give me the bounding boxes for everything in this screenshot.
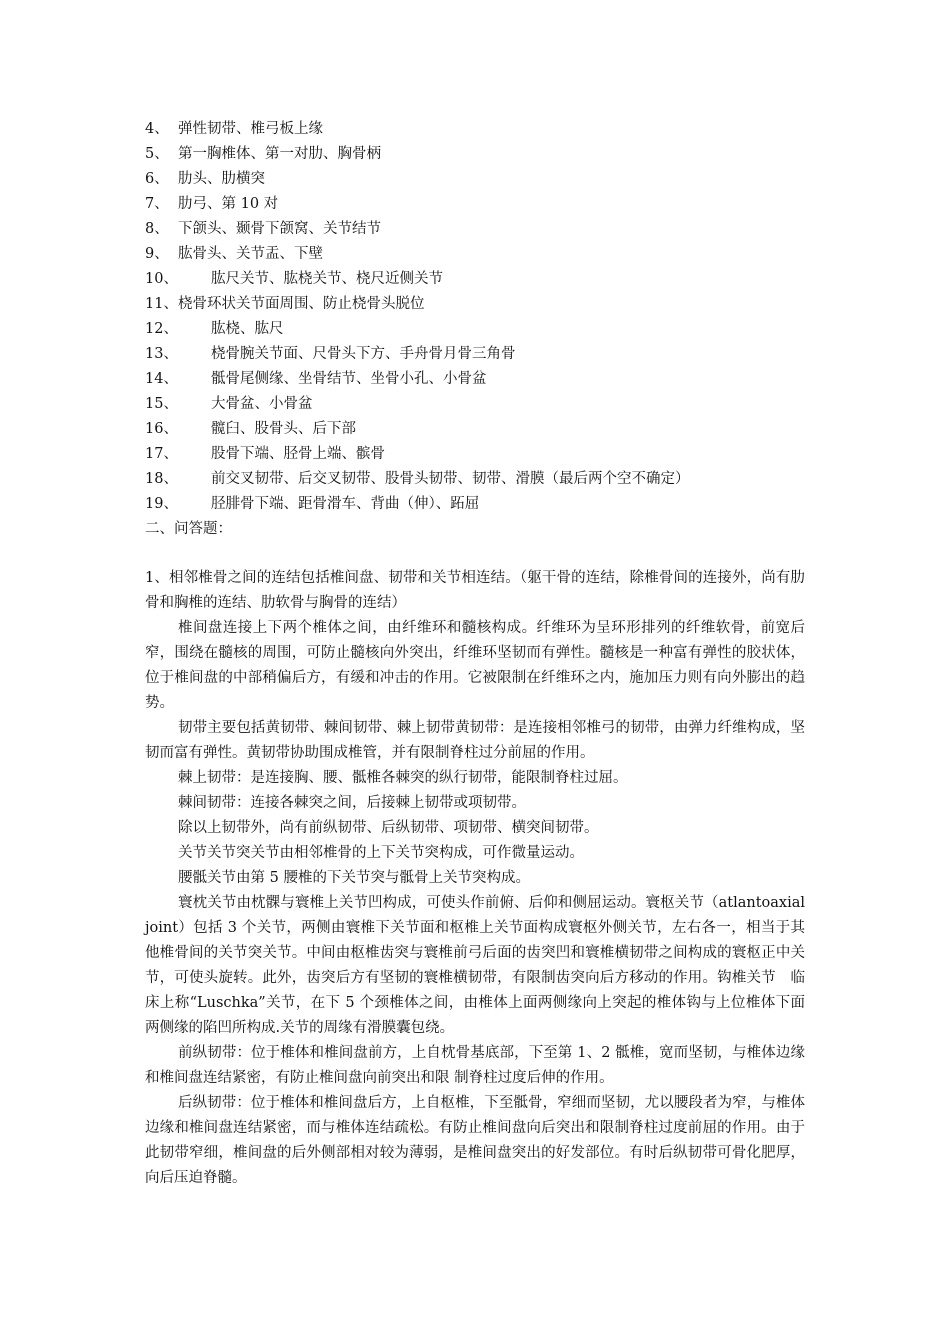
answer-number: 9、 — [145, 246, 169, 262]
answer-text: 骶骨尾侧缘、坐骨结节、坐骨小孔、小骨盆 — [211, 371, 487, 387]
paragraph: 棘上韧带：是连接胸、腰、骶椎各棘突的纵行韧带，能限制脊柱过屈。 — [178, 770, 628, 786]
answer-text: 肱尺关节、肱桡关节、桡尺近侧关节 — [211, 271, 443, 287]
qa-body — [145, 566, 805, 1191]
section-heading: 二、问答题： — [145, 521, 232, 537]
answer-text: 股骨下端、胫骨上端、髌骨 — [211, 446, 385, 462]
answer-number: 18、 — [145, 471, 178, 487]
answer-text: 大骨盆、小骨盆 — [211, 396, 313, 412]
answer-item — [145, 442, 845, 467]
paragraph: 棘间韧带：连接各棘突之间，后接棘上韧带或项韧带。 — [178, 795, 526, 811]
paragraph: 前纵韧带：位于椎体和椎间盘前方，上自枕骨基底部，下至第 1、2 骶椎，宽而坚韧，与椎体边缘和椎间盘连结紧密，有防止椎间盘向前突出和限 制脊柱过度后伸的作用。 — [145, 1045, 805, 1086]
answer-number: 14、 — [145, 371, 178, 387]
answer-number: 4、 — [145, 121, 169, 137]
answer-item — [145, 217, 845, 242]
answer-text: 肱骨头、关节盂、下壁 — [178, 246, 323, 262]
answer-text: 桡骨腕关节面、尺骨头下方、手舟骨月骨三角骨 — [211, 346, 516, 362]
paragraph: 椎间盘连接上下两个椎体之间，由纤维环和髓核构成。纤维环为呈环形排列的纤维软骨，前宽后窄，围绕在髓核的周围，可防止髓核向外突出，纤维环坚韧而有弹性。髓核是一种富有弹性的胶状体，位于椎间盘的中部稍偏后方，有缓和冲击的作用。它被限制在纤维环之内，施加压力则有向外膨出的趋势。 — [145, 620, 805, 711]
answer-item — [145, 192, 845, 217]
answer-number: 10、 — [145, 271, 178, 287]
answer-number: 11、 — [145, 296, 178, 312]
answer-item — [145, 142, 845, 167]
answer-text: 肱桡、肱尺 — [211, 321, 284, 337]
paragraph: 后纵韧带：位于椎体和椎间盘后方，上自枢椎，下至骶骨，窄细而坚韧，尤以腰段者为窄，与椎体边缘和椎间盘连结紧密，而与椎体连结疏松。有防止椎间盘向后突出和限制脊柱过度前屈的作用。由于此韧带窄细，椎间盘的后外侧部相对较为薄弱，是椎间盘突出的好发部位。有时后纵韧带可骨化肥厚，向后压迫脊髓。 — [145, 1095, 805, 1186]
answer-number: 19、 — [145, 496, 178, 512]
answer-item — [145, 292, 845, 317]
answer-number: 13、 — [145, 346, 178, 362]
answer-item — [145, 467, 845, 492]
answer-item — [145, 317, 845, 342]
answer-text: 前交叉韧带、后交叉韧带、股骨头韧带、韧带、滑膜（最后两个空不确定） — [211, 471, 690, 487]
answer-item — [145, 167, 845, 192]
answer-text: 肋弓、第 10 对 — [178, 196, 279, 212]
answer-text: 下颌头、颞骨下颌窝、关节结节 — [178, 221, 381, 237]
answer-item — [145, 267, 845, 292]
answer-text: 第一胸椎体、第一对肋、胸骨柄 — [178, 146, 381, 162]
paragraph: 寰枕关节由枕髁与寰椎上关节凹构成，可使头作前俯、后仰和侧屈运动。寰枢关节（atlantoaxial joint）包括 3 个关节，两侧由寰椎下关节面和枢椎上关节面构成寰枢外侧关节，左右各一，相当于其他椎骨间的关节突关节。中间由枢椎齿突与寰椎前弓后面的齿突凹和寰椎横韧带之间构成的寰枢正中关节，可使头旋转。此外，齿突后方有坚韧的寰椎横韧带，有限制齿突向后方移动的作用。钩椎关节 临床上称“Luschka”关节，在下 5 个颈椎体之间，由椎体上面两侧缘向上突起的椎体钩与上位椎体下面两侧缘的陷凹所构成.关节的周缘有滑膜囊包绕。 — [145, 895, 805, 1036]
answer-number: 8、 — [145, 221, 169, 237]
answer-item — [145, 117, 845, 142]
answer-text: 桡骨环状关节面周围、防止桡骨头脱位 — [177, 296, 425, 312]
paragraph: 腰骶关节由第 5 腰椎的下关节突与骶骨上关节突构成。 — [178, 870, 530, 886]
paragraph: 韧带主要包括黄韧带、棘间韧带、棘上韧带黄韧带：是连接相邻椎弓的韧带，由弹力纤维构成，坚韧而富有弹性。黄韧带协助围成椎管，并有限制脊柱过分前屈的作用。 — [145, 720, 805, 761]
paragraph: 1、相邻椎骨之间的连结包括椎间盘、韧带和关节相连结。（躯干骨的连结，除椎骨间的连接外，尚有肋骨和胸椎的连结、肋软骨与胸骨的连结） — [145, 570, 805, 611]
paragraph: 关节关节突关节由相邻椎骨的上下关节突构成，可作微量运动。 — [178, 845, 584, 861]
paragraph: 除以上韧带外，尚有前纵韧带、后纵韧带、项韧带、横突间韧带。 — [178, 820, 599, 836]
answer-number: 17、 — [145, 446, 178, 462]
answer-item — [145, 367, 845, 392]
answer-item — [145, 242, 845, 267]
answer-number: 12、 — [145, 321, 178, 337]
answer-item — [145, 392, 845, 417]
answer-text: 弹性韧带、椎弓板上缘 — [178, 121, 323, 137]
answer-item — [145, 342, 845, 367]
answer-item — [145, 492, 845, 517]
answer-number: 6、 — [145, 171, 169, 187]
answer-number: 7、 — [145, 196, 169, 212]
answer-text: 胫腓骨下端、距骨滑车、背曲（伸）、跖屈 — [211, 496, 480, 512]
answer-list — [145, 117, 845, 517]
answer-item — [145, 417, 845, 442]
answer-number: 16、 — [145, 421, 178, 437]
answer-text: 髋臼、股骨头、后下部 — [211, 421, 356, 437]
answer-text: 肋头、肋横突 — [178, 171, 265, 187]
answer-number: 15、 — [145, 396, 178, 412]
answer-number: 5、 — [145, 146, 169, 162]
